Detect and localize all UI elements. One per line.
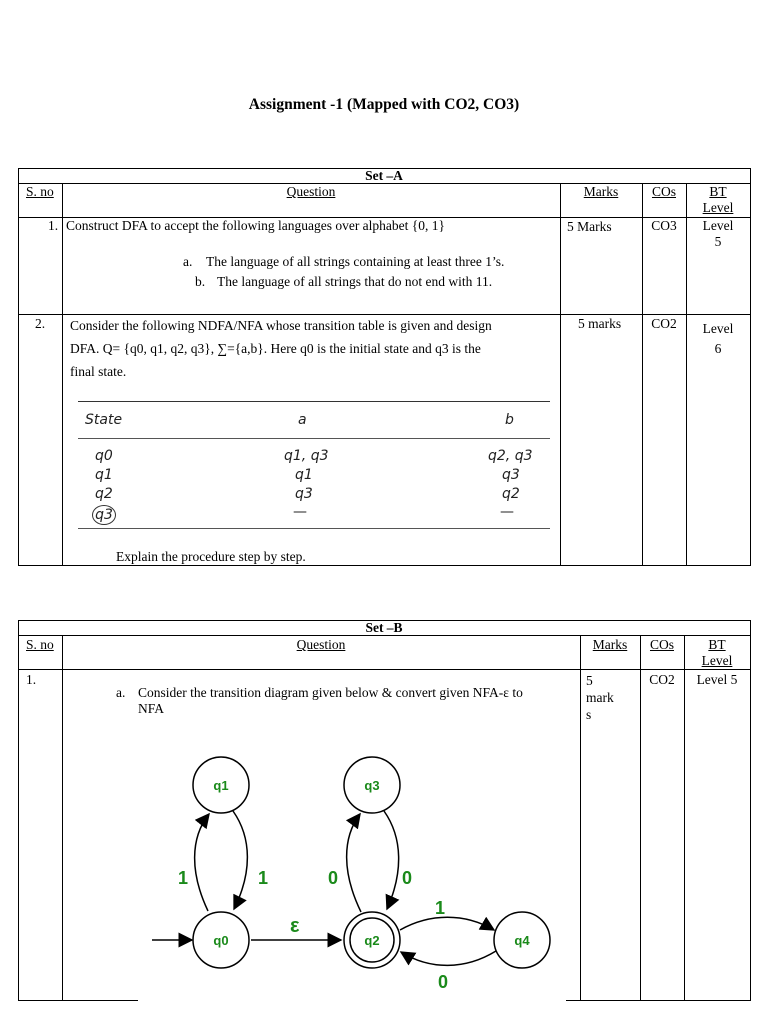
label-q0-q1: 1: [178, 868, 189, 888]
header-bt-line1: BT: [709, 184, 727, 199]
tt-header-state: State: [85, 412, 123, 428]
header-cos: COs: [649, 637, 674, 652]
row1-bt-line1: Level: [702, 218, 734, 233]
tt-a: q3: [295, 486, 313, 502]
row2-bt-line1: Level: [702, 321, 734, 336]
edge-q2-q3: [347, 814, 361, 912]
label-q0-q2: ε: [290, 915, 300, 937]
setb-row1-marks-line1: 5: [586, 673, 593, 688]
tt-a: —: [293, 504, 307, 520]
header-sno: S. no: [26, 637, 54, 652]
tt-state-final: q3: [92, 505, 116, 525]
state-q2-final: [344, 912, 400, 968]
edge-q0-q1: [195, 814, 209, 911]
edge-q4-q2: [401, 951, 496, 965]
label-q1-q0: 1: [258, 868, 269, 888]
setb-row1-cos: CO2: [649, 672, 675, 687]
set-b-caption: Set –B: [365, 620, 403, 635]
tt-header-b: b: [505, 412, 514, 428]
nfa-epsilon-diagram: [130, 738, 570, 1008]
tt-a: q1: [295, 467, 313, 483]
row2-question-line1: Consider the following NDFA/NFA whose transition table is given and design: [70, 318, 492, 333]
state-q1: [193, 757, 249, 813]
row1-marks: 5 Marks: [567, 219, 612, 234]
edge-q2-q4: [400, 917, 494, 930]
row1-question: Construct DFA to accept the following languages over alphabet {0, 1}: [66, 218, 445, 233]
setb-row1-sno: 1.: [26, 672, 37, 687]
row1-sub-b: The language of all strings that do not end with 11.: [217, 274, 493, 289]
tt-state: q1: [95, 467, 113, 483]
tt-b: q2, q3: [488, 448, 533, 464]
header-bt: [684, 637, 750, 669]
header-marks: Marks: [583, 184, 619, 199]
tt-header-a: a: [298, 412, 307, 428]
header-question: Question: [286, 184, 336, 199]
setb-row1-marks: [586, 672, 614, 723]
state-q3: [344, 757, 400, 813]
row2-question: [70, 314, 558, 383]
row1-sno: 1.: [48, 218, 59, 233]
svg-text:q3: q3: [364, 778, 380, 793]
label-q2-q3: 0: [328, 868, 339, 888]
state-q0: [193, 912, 249, 968]
row1-sub-a-label: a.: [183, 254, 193, 269]
header-bt-line2: Level: [702, 200, 734, 215]
tt-state: q0: [95, 448, 113, 464]
setb-row1-sub-a-line2: NFA: [138, 701, 165, 716]
page-title: Assignment -1 (Mapped with CO2, CO3): [248, 96, 520, 113]
svg-text:q1: q1: [213, 778, 229, 793]
tt-b: q3: [502, 467, 520, 483]
row2-question-line2: DFA. Q= {q0, q1, q2, q3}, ∑={a,b}. Here q0 is the initial state and q3 is the: [70, 341, 481, 356]
state-q4: [494, 912, 550, 968]
row2-marks: 5 marks: [578, 316, 622, 331]
header-marks: Marks: [592, 637, 628, 652]
edge-q3-q2: [384, 811, 399, 909]
edge-q1-q0: [233, 811, 247, 909]
row1-sub-a: The language of all strings containing at least three 1’s.: [206, 254, 505, 269]
row2-question-line3: final state.: [70, 364, 127, 379]
header-question: Question: [296, 637, 346, 652]
header-cos: COs: [651, 184, 676, 199]
svg-text:q2: q2: [364, 933, 380, 948]
tt-a: q1, q3: [284, 448, 329, 464]
tt-b: —: [500, 504, 514, 520]
row2-bt-line2: 6: [714, 341, 722, 356]
setb-row1-bt: Level 5: [696, 672, 738, 687]
svg-text:q0: q0: [213, 933, 229, 948]
setb-row1-marks-line2: mark: [586, 690, 614, 705]
tt-b: q2: [502, 486, 520, 502]
row2-explain: Explain the procedure step by step.: [116, 549, 306, 564]
setb-row1-marks-line3: s: [586, 707, 592, 722]
header-bt: [686, 184, 750, 216]
row1-sub-b-label: b.: [195, 274, 206, 289]
row1-cos: CO3: [651, 218, 677, 233]
label-q4-q2: 0: [438, 972, 449, 992]
tt-state: q2: [95, 486, 113, 502]
label-q3-q2: 0: [402, 868, 413, 888]
header-bt-line1: BT: [708, 637, 726, 652]
svg-text:q4: q4: [514, 933, 530, 948]
header-bt-line2: Level: [701, 653, 733, 668]
row2-bt: [686, 319, 750, 359]
row1-bt: [686, 218, 750, 250]
label-q2-q4: 1: [435, 898, 446, 918]
row2-sno: 2.: [35, 316, 46, 331]
row1-bt-line2: 5: [714, 234, 722, 249]
setb-row1-sub-a: [138, 685, 523, 717]
set-a-caption: Set –A: [365, 168, 403, 183]
header-sno: S. no: [26, 184, 54, 199]
setb-row1-sub-a-label: a.: [116, 685, 126, 700]
setb-row1-sub-a-line1: Consider the transition diagram given below & convert given NFA-ε to: [138, 685, 523, 700]
row2-cos: CO2: [651, 316, 677, 331]
